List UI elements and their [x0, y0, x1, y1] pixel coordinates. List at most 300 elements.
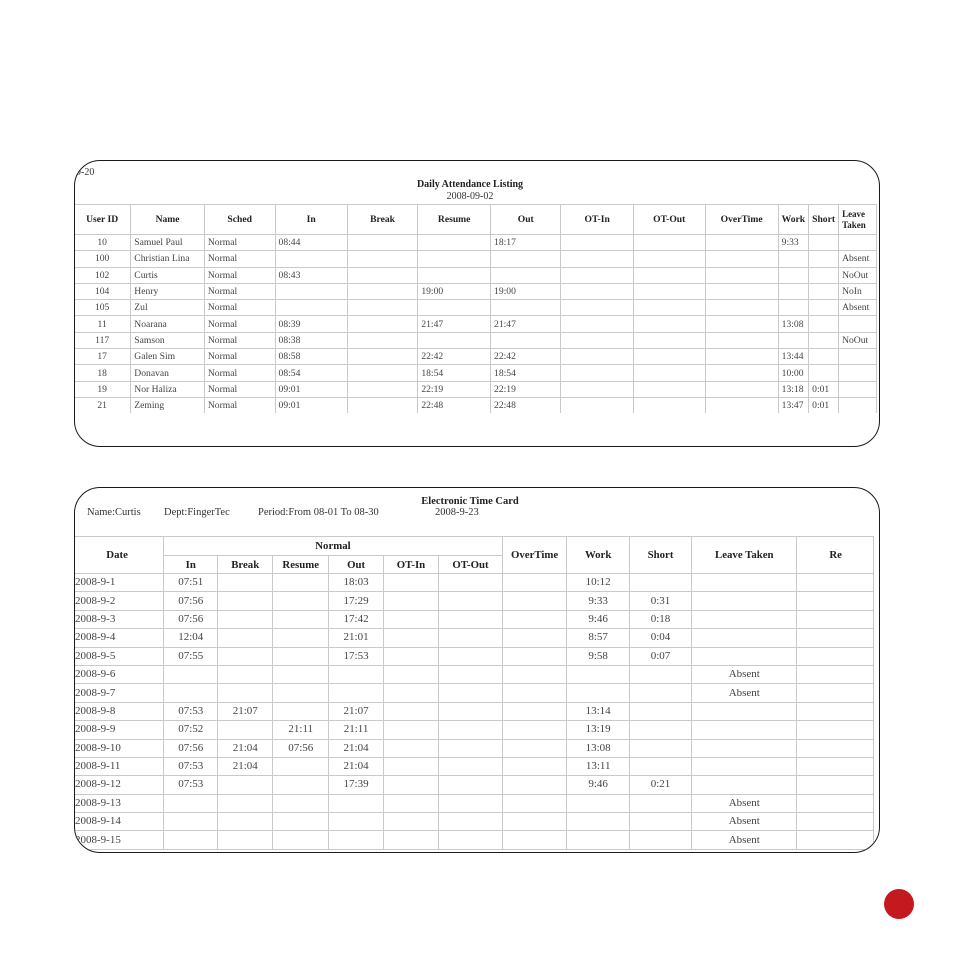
col-resume: Resume [273, 556, 329, 574]
timecard-table-row [75, 813, 874, 831]
table-cell: Samuel Paul [131, 235, 205, 251]
table-cell [439, 757, 503, 775]
table-cell: 07:56 [164, 739, 218, 757]
col-date: Date [75, 537, 164, 574]
table-cell: 21:01 [329, 629, 383, 647]
table-cell: 9:33 [567, 592, 629, 610]
table-cell [502, 831, 567, 849]
table-cell: Zul [131, 300, 205, 316]
table-cell: 21:11 [273, 721, 329, 739]
table-cell [629, 813, 691, 831]
table-cell [439, 813, 503, 831]
table-cell [633, 267, 705, 283]
table-cell: 9:46 [567, 776, 629, 794]
daily-table-row [75, 235, 877, 251]
table-cell [797, 574, 874, 592]
timecard-table-row [75, 574, 874, 592]
table-cell: Christian Lina [131, 251, 205, 267]
table-cell [273, 665, 329, 683]
table-cell [633, 332, 705, 348]
table-cell: 18:17 [491, 235, 561, 251]
table-cell [273, 794, 329, 812]
table-cell: Noarana [131, 316, 205, 332]
table-cell: Nor Haliza [131, 381, 205, 397]
col-leave-taken: Leave Taken [692, 537, 797, 574]
table-cell [561, 365, 633, 381]
table-cell [273, 813, 329, 831]
table-cell: 2008-9-4 [75, 629, 164, 647]
table-cell: 21:47 [418, 316, 491, 332]
table-cell: 18:54 [418, 365, 491, 381]
table-cell: 13:18 [778, 381, 808, 397]
table-cell: Absent [692, 684, 797, 702]
daily-table-row [75, 381, 877, 397]
table-cell: 2008-9-1 [75, 574, 164, 592]
table-cell: 09:01 [275, 397, 347, 413]
table-cell [383, 592, 439, 610]
table-cell: 2008-9-11 [75, 757, 164, 775]
col-leave-taken: Leave Taken [839, 205, 877, 235]
table-cell: Absent [692, 813, 797, 831]
table-cell [502, 629, 567, 647]
table-cell [347, 397, 418, 413]
col-group-normal: Normal [164, 537, 503, 556]
table-cell [491, 267, 561, 283]
table-cell [561, 349, 633, 365]
timecard-table-row [75, 592, 874, 610]
table-cell [809, 365, 839, 381]
col-overtime: OverTime [705, 205, 778, 235]
table-cell [633, 349, 705, 365]
table-cell [705, 332, 778, 348]
table-cell: Normal [204, 235, 275, 251]
table-cell [797, 665, 874, 683]
table-cell: 13:11 [567, 757, 629, 775]
table-cell [218, 684, 273, 702]
table-cell: 13:08 [778, 316, 808, 332]
table-cell [567, 813, 629, 831]
table-cell [809, 251, 839, 267]
table-cell [778, 251, 808, 267]
table-cell: Normal [204, 381, 275, 397]
table-cell [797, 610, 874, 628]
table-cell: Donavan [131, 365, 205, 381]
table-cell [275, 283, 347, 299]
table-cell: 22:42 [491, 349, 561, 365]
table-cell [633, 235, 705, 251]
table-cell: 10:00 [778, 365, 808, 381]
timecard-table-row [75, 831, 874, 849]
daily-title: Daily Attendance Listing [416, 179, 524, 190]
table-cell [439, 831, 503, 849]
table-cell: Normal [204, 397, 275, 413]
table-cell: 13:14 [567, 702, 629, 720]
table-cell [561, 332, 633, 348]
employee-dept: Dept:FingerTec [164, 507, 230, 518]
timecard-table-row [75, 739, 874, 757]
table-cell: 0:01 [809, 381, 839, 397]
table-cell [809, 349, 839, 365]
table-cell [567, 794, 629, 812]
table-cell [502, 813, 567, 831]
col-ot-out: OT-Out [439, 556, 503, 574]
timecard-printed-date: 2008-9-23 [435, 507, 479, 518]
table-cell [218, 574, 273, 592]
table-cell: 12:04 [164, 629, 218, 647]
table-cell: 0:07 [629, 647, 691, 665]
table-cell [567, 831, 629, 849]
table-cell [809, 267, 839, 283]
table-cell [797, 794, 874, 812]
col-short: Short [629, 537, 691, 574]
table-cell [347, 300, 418, 316]
table-cell: 08:54 [275, 365, 347, 381]
table-cell [164, 684, 218, 702]
col-overtime: OverTime [502, 537, 567, 574]
table-cell: 21:47 [491, 316, 561, 332]
table-cell: 2008-9-9 [75, 721, 164, 739]
table-cell [439, 629, 503, 647]
table-cell: 2008-9-2 [75, 592, 164, 610]
table-cell: 11 [75, 316, 131, 332]
table-cell [347, 235, 418, 251]
table-cell [439, 574, 503, 592]
table-cell: 19:00 [418, 283, 491, 299]
table-cell: 07:52 [164, 721, 218, 739]
table-cell: 21:04 [329, 757, 383, 775]
col-ot-in: OT-In [561, 205, 633, 235]
table-cell [502, 684, 567, 702]
table-cell: 2008-9-3 [75, 610, 164, 628]
table-cell [797, 831, 874, 849]
table-cell [809, 316, 839, 332]
table-cell [561, 381, 633, 397]
table-cell [439, 684, 503, 702]
table-cell [705, 267, 778, 283]
table-cell [347, 251, 418, 267]
table-cell [439, 739, 503, 757]
table-cell: 09:01 [275, 381, 347, 397]
table-cell [778, 332, 808, 348]
table-cell [383, 629, 439, 647]
table-cell: 10:12 [567, 574, 629, 592]
table-cell: NoOut [839, 332, 877, 348]
timecard-table-row [75, 647, 874, 665]
daily-table-row [75, 365, 877, 381]
table-cell [383, 813, 439, 831]
table-cell [273, 574, 329, 592]
table-cell [797, 813, 874, 831]
table-cell [383, 776, 439, 794]
table-cell [439, 776, 503, 794]
table-cell: 08:43 [275, 267, 347, 283]
table-cell [839, 349, 877, 365]
table-cell: 0:04 [629, 629, 691, 647]
daily-table-body [75, 235, 877, 414]
col-in: In [164, 556, 218, 574]
table-cell [561, 316, 633, 332]
table-cell [502, 702, 567, 720]
table-cell: 0:31 [629, 592, 691, 610]
col-ot-in: OT-In [383, 556, 439, 574]
table-cell: 07:55 [164, 647, 218, 665]
table-cell [692, 721, 797, 739]
table-cell: 22:42 [418, 349, 491, 365]
table-cell: 2008-9-13 [75, 794, 164, 812]
table-cell: Normal [204, 300, 275, 316]
table-cell [347, 267, 418, 283]
table-cell [273, 776, 329, 794]
table-cell [839, 235, 877, 251]
table-cell [705, 365, 778, 381]
table-cell [329, 684, 383, 702]
table-cell [797, 592, 874, 610]
table-cell: 22:19 [418, 381, 491, 397]
daily-date: 2008-09-02 [446, 191, 494, 202]
table-cell: Normal [204, 267, 275, 283]
daily-attendance-table [75, 204, 877, 413]
col-user-id: User ID [75, 205, 131, 235]
table-cell: 21:04 [218, 739, 273, 757]
table-cell: 2008-9-6 [75, 665, 164, 683]
table-cell [629, 831, 691, 849]
table-cell [347, 365, 418, 381]
table-cell: 21:07 [329, 702, 383, 720]
table-cell [629, 684, 691, 702]
daily-table-row [75, 349, 877, 365]
table-cell [418, 332, 491, 348]
table-cell [418, 235, 491, 251]
table-cell: Normal [204, 365, 275, 381]
table-cell [491, 251, 561, 267]
table-cell [347, 381, 418, 397]
timecard-table-row [75, 776, 874, 794]
table-cell [418, 300, 491, 316]
table-cell: 117 [75, 332, 131, 348]
table-cell: 08:39 [275, 316, 347, 332]
timecard-header-row-1 [75, 537, 874, 556]
table-cell [418, 251, 491, 267]
table-cell [347, 332, 418, 348]
table-cell: 07:56 [164, 592, 218, 610]
col-resume: Resume [418, 205, 491, 235]
table-cell [692, 776, 797, 794]
table-cell [329, 831, 383, 849]
table-cell [778, 300, 808, 316]
table-cell: 17:53 [329, 647, 383, 665]
table-cell: 08:38 [275, 332, 347, 348]
table-cell [797, 757, 874, 775]
table-cell: 2008-9-7 [75, 684, 164, 702]
table-cell [633, 365, 705, 381]
table-cell [273, 647, 329, 665]
table-cell [705, 251, 778, 267]
table-cell [839, 365, 877, 381]
table-cell: Normal [204, 332, 275, 348]
table-cell: Normal [204, 349, 275, 365]
table-cell [273, 592, 329, 610]
table-cell: 21:04 [329, 739, 383, 757]
table-cell: 100 [75, 251, 131, 267]
col-in: In [275, 205, 347, 235]
table-cell [502, 647, 567, 665]
table-cell: 104 [75, 283, 131, 299]
table-cell [383, 794, 439, 812]
table-cell [797, 739, 874, 757]
daily-table-row [75, 332, 877, 348]
table-cell [561, 300, 633, 316]
table-cell [692, 647, 797, 665]
table-cell [273, 610, 329, 628]
table-cell [839, 397, 877, 413]
table-cell: 07:56 [164, 610, 218, 628]
table-cell [797, 684, 874, 702]
timecard-period: Period:From 08-01 To 08-30 [258, 507, 379, 518]
table-cell [218, 592, 273, 610]
table-cell [797, 629, 874, 647]
table-cell [273, 831, 329, 849]
table-cell [218, 794, 273, 812]
table-cell: Absent [692, 665, 797, 683]
table-cell [502, 610, 567, 628]
col-break: Break [347, 205, 418, 235]
employee-name: Name:Curtis [87, 507, 141, 518]
table-cell [692, 592, 797, 610]
table-cell [809, 283, 839, 299]
table-cell [164, 831, 218, 849]
table-cell: 13:19 [567, 721, 629, 739]
daily-table-row [75, 251, 877, 267]
table-cell [329, 813, 383, 831]
col-work: Work [567, 537, 629, 574]
table-cell: Absent [692, 794, 797, 812]
table-cell [218, 776, 273, 794]
table-cell [705, 349, 778, 365]
table-cell [809, 332, 839, 348]
table-cell: 9:33 [778, 235, 808, 251]
table-cell: 21:04 [218, 757, 273, 775]
table-cell [439, 665, 503, 683]
table-cell: Galen Sim [131, 349, 205, 365]
table-cell [439, 592, 503, 610]
col-break: Break [218, 556, 273, 574]
table-cell: 2008-9-10 [75, 739, 164, 757]
daily-table-row [75, 397, 877, 413]
table-cell [164, 794, 218, 812]
table-cell [273, 684, 329, 702]
table-cell [218, 647, 273, 665]
table-cell [809, 300, 839, 316]
timecard-table-row [75, 794, 874, 812]
table-cell [633, 300, 705, 316]
accent-dot [884, 889, 914, 919]
table-cell: 07:53 [164, 757, 218, 775]
table-cell: 22:19 [491, 381, 561, 397]
table-cell: 2008-9-8 [75, 702, 164, 720]
table-cell: Normal [204, 316, 275, 332]
timecard-table-row [75, 610, 874, 628]
table-cell: 07:51 [164, 574, 218, 592]
col-ot-out: OT-Out [633, 205, 705, 235]
table-cell: 07:53 [164, 702, 218, 720]
table-cell [839, 381, 877, 397]
timecard-table-row [75, 684, 874, 702]
table-cell [692, 610, 797, 628]
table-cell [633, 251, 705, 267]
table-cell: NoOut [839, 267, 877, 283]
table-cell [502, 665, 567, 683]
table-cell: 08:44 [275, 235, 347, 251]
table-cell [778, 283, 808, 299]
table-cell: 17:39 [329, 776, 383, 794]
table-cell: Absent [839, 251, 877, 267]
table-cell: 2008-9-14 [75, 813, 164, 831]
table-cell [383, 702, 439, 720]
time-card-table [75, 536, 874, 850]
table-cell [439, 721, 503, 739]
table-cell [705, 397, 778, 413]
table-cell: 21:11 [329, 721, 383, 739]
table-cell: Samson [131, 332, 205, 348]
table-cell: 105 [75, 300, 131, 316]
table-cell: 8:57 [567, 629, 629, 647]
table-cell [218, 831, 273, 849]
table-cell: 22:48 [491, 397, 561, 413]
table-cell [383, 831, 439, 849]
table-cell [633, 316, 705, 332]
col-name: Name [131, 205, 205, 235]
table-cell [797, 721, 874, 739]
table-cell [705, 316, 778, 332]
table-cell [273, 757, 329, 775]
daily-attendance-viewport [75, 161, 879, 413]
table-cell [797, 702, 874, 720]
table-cell [629, 574, 691, 592]
table-cell: 21 [75, 397, 131, 413]
table-cell [705, 283, 778, 299]
table-cell [329, 665, 383, 683]
table-cell [164, 665, 218, 683]
table-cell [491, 300, 561, 316]
table-cell [839, 316, 877, 332]
table-cell [383, 610, 439, 628]
table-cell [275, 300, 347, 316]
table-cell [491, 332, 561, 348]
daily-table-row [75, 283, 877, 299]
table-cell: 22:48 [418, 397, 491, 413]
table-cell: 19 [75, 381, 131, 397]
table-cell: Normal [204, 283, 275, 299]
table-cell [439, 610, 503, 628]
table-cell: 17 [75, 349, 131, 365]
table-cell [502, 592, 567, 610]
table-cell: 0:01 [809, 397, 839, 413]
timecard-table-row [75, 702, 874, 720]
time-card-viewport [75, 488, 879, 852]
table-cell: 0:21 [629, 776, 691, 794]
table-cell [629, 702, 691, 720]
table-cell [561, 397, 633, 413]
table-cell [502, 776, 567, 794]
timecard-table-row [75, 665, 874, 683]
table-cell: 13:08 [567, 739, 629, 757]
table-cell [502, 757, 567, 775]
timecard-table-row [75, 721, 874, 739]
daily-corner-text: 9-20 [76, 167, 95, 178]
table-cell: 2008-9-12 [75, 776, 164, 794]
table-cell: 21:07 [218, 702, 273, 720]
timecard-table-row [75, 757, 874, 775]
